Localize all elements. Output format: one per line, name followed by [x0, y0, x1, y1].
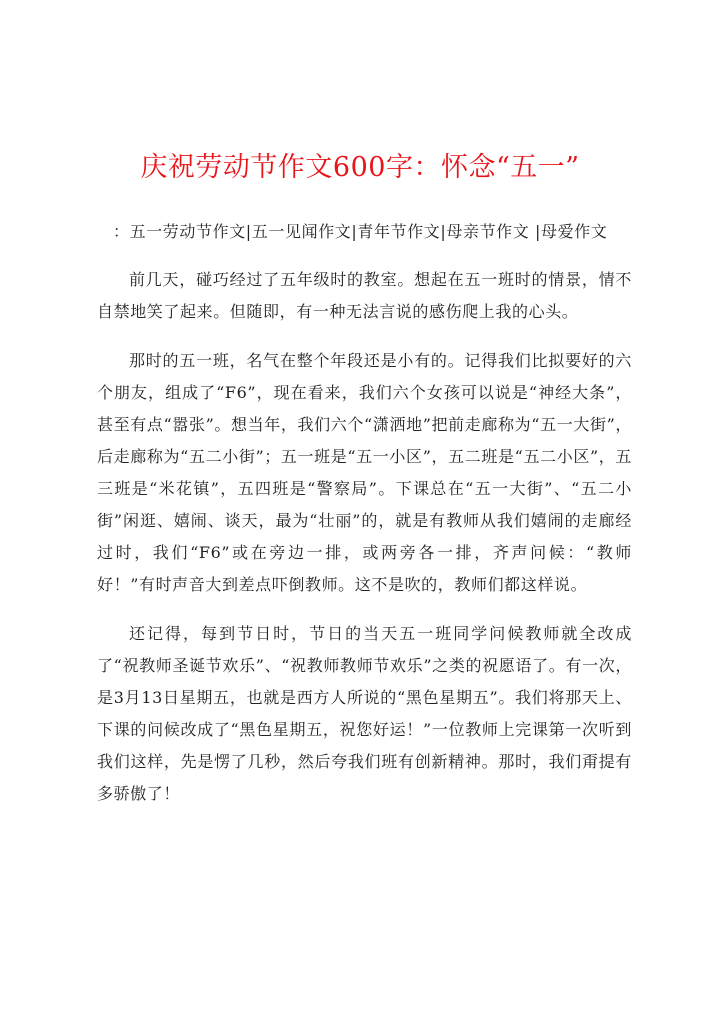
article-paragraph-2: 那时的五一班，名气在整个年段还是小有的。记得我们比拟要好的六个朋友，组成了“F6”，现在看来，我们六个女孩可以说是“神经大条”，甚至有点“嚣张”。想当年，我们六个“潇洒地”把前走廊称为“五一大街”，后走廊称为“五二小街”；五一班是“五一小区”，五二班是“五二小区”，五三班是“米花镇”，五四班是“警察局”。下课总在“五一大街”、“五二小街”闲逛、嬉闹、谈天，最为“壮丽”的，就是有教师从我们嬉闹的走廊经过时，我们“F6”或在旁边一排，或两旁各一排，齐声问候：“教师好！”有时声音大到差点吓倒教师。这不是吹的，教师们都这样说。: [97, 351, 632, 594]
article-tags: ：五一劳动节作文|五一见闻作文|青年节作文|母亲节作文 |母爱作文: [113, 222, 608, 241]
article-paragraph-1: 前几天，碰巧经过了五年级时的教室。想起在五一班时的情景，情不自禁地笑了起来。但随即，有一种无法言说的感伤爬上我的心头。: [97, 270, 632, 321]
article-paragraph-3: 还记得，每到节日时，节日的当天五一班同学问候教师就全改成了“祝教师圣诞节欢乐”、“祝教师教师节欢乐”之类的祝愿语了。有一次，是3月13日星期五，也就是西方人所说的“黑色星期五”。我们将那天上、下课的问候改成了“黑色星期五，祝您好运！”一位教师上完课第一次听到我们这样，先是愣了几秒，然后夸我们班有创新精神。那时，我们甭提有多骄傲了！: [97, 624, 632, 803]
article-title: 庆祝劳动节作文600字：怀念“五一”: [140, 152, 580, 183]
article-body: [97, 216, 632, 827]
